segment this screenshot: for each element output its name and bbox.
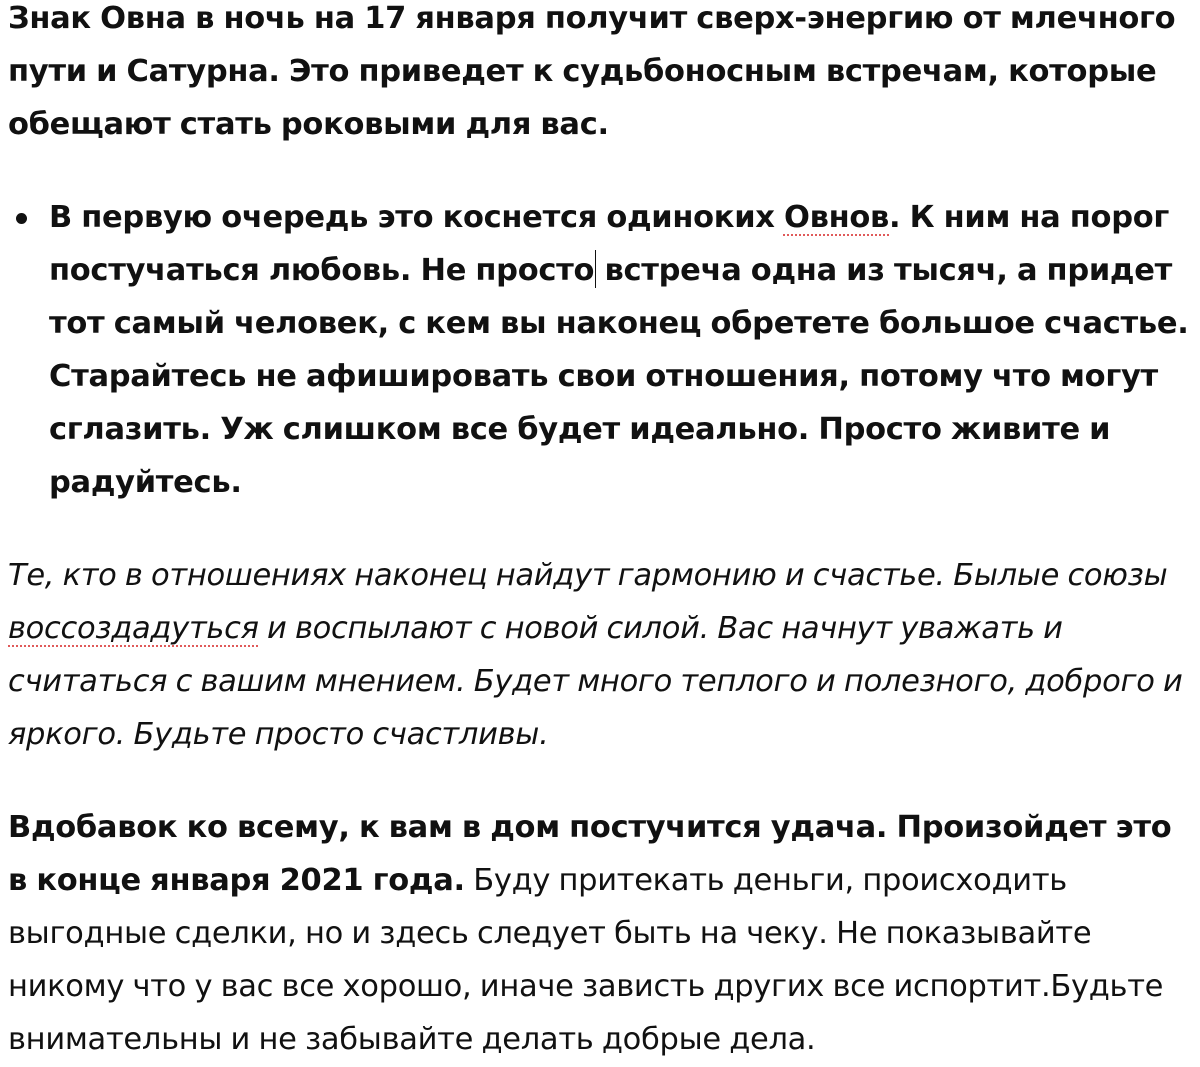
paragraph-luck-regular: Буду притекать деньги, происходить выгодные сделки, но и здесь следует быть на чеку. Не показывайте никому что у вас все хорошо, иначе зависть других все испортит.Будьте внимательны и не забывайте делать добрые дела. (8, 863, 1164, 1057)
paragraph-luck-bold: Вдобавок ко всему, к вам в дом постучится удача. Произойдет это в конце января 2021 года. (8, 810, 1172, 898)
paragraph-relationships[interactable] (8, 549, 1192, 761)
paragraph-luck[interactable] (8, 801, 1192, 1066)
bullet-dot-icon (16, 213, 27, 224)
bullet-text-end: встреча одна из тысяч, а придет тот самый человек, с кем вы наконец обретете большое счастье. Старайтесь не афишировать свои отношения, потому что могут сглазить. Уж слишком все будет идеально. Просто живите и радуйтесь. (49, 253, 1189, 500)
bullet-list (8, 191, 1192, 509)
paragraph-relationships-end: и воспылают с новой силой. Вас начнут уважать и считаться с вашим мнением. Будет много теплого и полезного, доброго и яркого. Будьте просто счастливы. (8, 611, 1183, 752)
misspelled-word-vossozdadutsya[interactable]: воссоздадуться (8, 611, 259, 646)
paragraph-relationships-start: Те, кто в отношениях наконец найдут гармонию и счастье. Былые союзы (8, 558, 1168, 593)
paragraph-intro[interactable]: Знак Овна в ночь на 17 января получит сверх-энергию от млечного пути и Сатурна. Это приведет к судьбоносным встречам, которые обещают стать роковыми для вас. (8, 1, 1176, 142)
bullet-text-middle: . К ним на порог постучаться любовь. Не просто (49, 200, 1170, 288)
bullet-text-start: В первую очередь это коснется одиноких (49, 200, 784, 235)
bullet-item[interactable] (8, 191, 1192, 509)
misspelled-word-ovnov[interactable]: Овнов (783, 200, 890, 235)
